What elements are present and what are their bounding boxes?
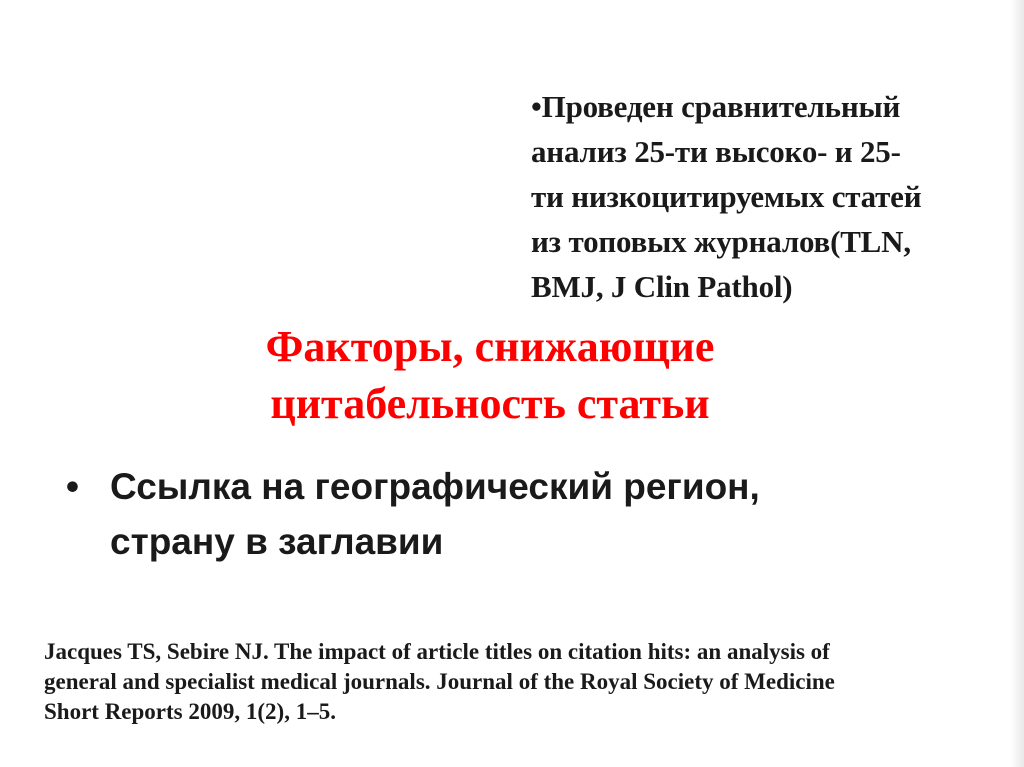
reference-line: Short Reports 2009, 1(2), 1–5. xyxy=(44,699,336,724)
bullet-text-line: страну в заглавии xyxy=(110,521,444,562)
bullet-marker: • xyxy=(66,466,79,507)
reference-line: Jacques TS, Sebire NJ. The impact of article titles on citation hits: an analysis of xyxy=(44,639,830,664)
reference-citation xyxy=(44,637,994,727)
slide-title-line: цитабельность статьи xyxy=(270,379,710,428)
study-note-line: BMJ, J Clin Pathol) xyxy=(531,269,793,304)
reference-line: general and specialist medical journals. Journal of the Royal Society of Medicine xyxy=(44,669,835,694)
study-note-line: анализ 25-ти высоко- и 25- xyxy=(531,134,901,169)
bullet-item xyxy=(66,459,946,569)
bullet-text xyxy=(110,459,946,569)
slide-title-line: Факторы, снижающие xyxy=(265,322,715,371)
study-note xyxy=(531,84,1001,309)
bullet-text-line: Ссылка на географический регион, xyxy=(110,466,760,507)
study-note-line: из топовых журналов(TLN, xyxy=(531,224,911,259)
study-note-line: •Проведен сравнительный xyxy=(531,89,901,124)
slide-title xyxy=(140,318,840,432)
slide-edge-shadow xyxy=(1010,0,1024,767)
study-note-line: ти низкоцитируемых статей xyxy=(531,179,922,214)
